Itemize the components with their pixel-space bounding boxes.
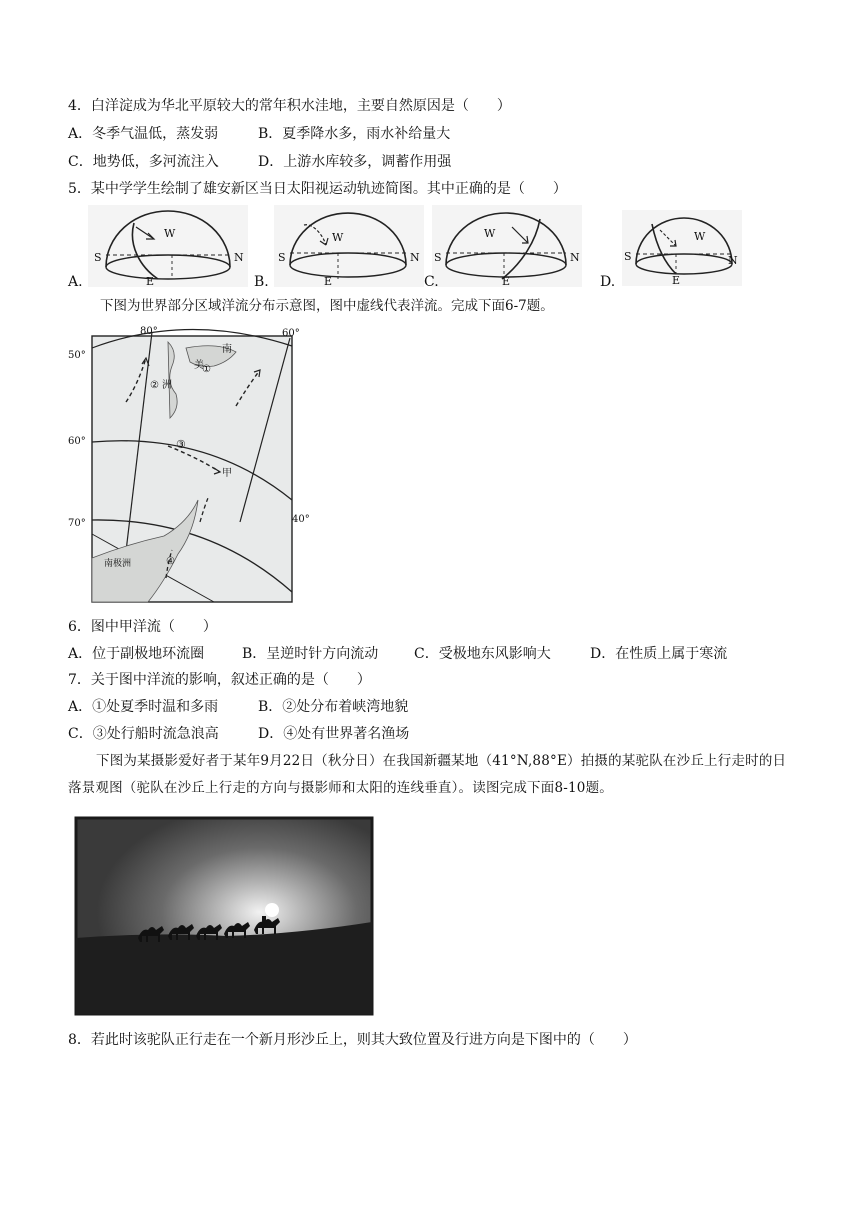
map-lon-80: 80° (140, 326, 158, 337)
map-label-nan: 南 (222, 344, 232, 355)
map-lat-70: 70° (68, 518, 86, 529)
fig-d-e-label: E (672, 274, 681, 287)
q5-option-d: D. (600, 274, 616, 290)
sun-path-figure-c (432, 205, 582, 287)
q7-option-d: D．④处有世界著名渔场 (258, 726, 410, 742)
intro-6-7: 下图为世界部分区域洋流分布示意图，图中虚线代表洋流。完成下面6-7题。 (100, 298, 554, 314)
intro-8-10: 下图为某摄影爱好者于某年9月22日（秋分日）在我国新疆某地（41°N,88°E）拍摄的某驼队在沙丘上行走时的日落景观图（驼队在沙丘上行走的方向与摄影师和太阳的连线垂直）。读图完成下面8-10题。 (68, 753, 787, 796)
q4-option-a: A．冬季气温低，蒸发弱 (68, 126, 219, 142)
q4-option-b: B．夏季降水多，雨水补给量大 (258, 126, 451, 142)
fig-a-n-label: N (234, 251, 244, 264)
q6-option-d: D．在性质上属于寒流 (590, 646, 728, 662)
q4-option-d: D．上游水库较多，调蓄作用强 (258, 154, 452, 170)
fig-b-s-label: S (278, 251, 286, 264)
fig-d-n-label: N (728, 254, 738, 267)
ocean-current-map (68, 322, 310, 608)
fig-a-e-label: E (146, 275, 155, 288)
q7-option-b: B．②处分布着峡湾地貌 (258, 699, 409, 715)
fig-b-n-label: N (410, 251, 420, 264)
q7-option-c: C．③处行船时流急浪高 (68, 726, 219, 742)
fig-d-w-label: W (694, 230, 706, 243)
sun-path-figure-a (88, 205, 248, 287)
q7-option-a: A．①处夏季时温和多雨 (68, 699, 219, 715)
q6-stem: 6．图中甲洋流（ ） (68, 619, 217, 635)
map-label-2: ② (150, 380, 159, 391)
map-label-mei: 美 (194, 360, 204, 371)
map-label-antarctica: 南极洲 (104, 559, 132, 569)
map-label-jia: 甲 (222, 468, 232, 479)
q8-stem: 8．若此时该驼队正行走在一个新月形沙丘上，则其大致位置及行进方向是下图中的（ ） (68, 1032, 637, 1048)
q7-stem: 7．关于图中洋流的影响，叙述正确的是（ ） (68, 672, 371, 688)
fig-b-w-label: W (332, 231, 344, 244)
q5-option-c: C. (424, 274, 439, 290)
fig-d-s-label: S (624, 250, 632, 263)
q6-option-a: A．位于副极地环流圈 (68, 646, 205, 662)
fig-b-e-label: E (324, 275, 333, 288)
map-lon-40: 40° (292, 514, 310, 525)
map-lon-60: 60° (282, 328, 300, 339)
map-label-1: ① (202, 364, 211, 375)
q5-stem: 5．某中学学生绘制了雄安新区当日太阳视运动轨迹简图。其中正确的是（ ） (68, 181, 567, 197)
camel-caravan-photo (76, 818, 372, 1014)
fig-c-n-label: N (570, 251, 580, 264)
q6-option-c: C．受极地东风影响大 (414, 646, 551, 662)
sun-icon (265, 903, 279, 917)
map-lat-60: 60° (68, 436, 86, 447)
fig-c-w-label: W (484, 227, 496, 240)
map-label-4: ④ (166, 556, 175, 567)
fig-c-e-label: E (502, 275, 511, 288)
fig-c-s-label: S (434, 251, 442, 264)
fig-a-w-label: W (164, 227, 176, 240)
q5-option-a: A. (68, 274, 83, 290)
sun-path-figure-d (622, 210, 742, 286)
sun-path-figure-b (274, 205, 424, 287)
map-label-zhou: 洲 (162, 380, 172, 391)
q5-option-b: B. (254, 274, 269, 290)
fig-a-s-label: S (94, 251, 102, 264)
q6-option-b: B．呈逆时针方向流动 (242, 646, 379, 662)
q4-stem: 4．白洋淀成为华北平原较大的常年积水洼地，主要自然原因是（ ） (68, 98, 511, 114)
map-label-3: ③ (176, 438, 186, 451)
q4-option-c: C．地势低，多河流注入 (68, 154, 219, 170)
map-lat-50: 50° (68, 350, 86, 361)
